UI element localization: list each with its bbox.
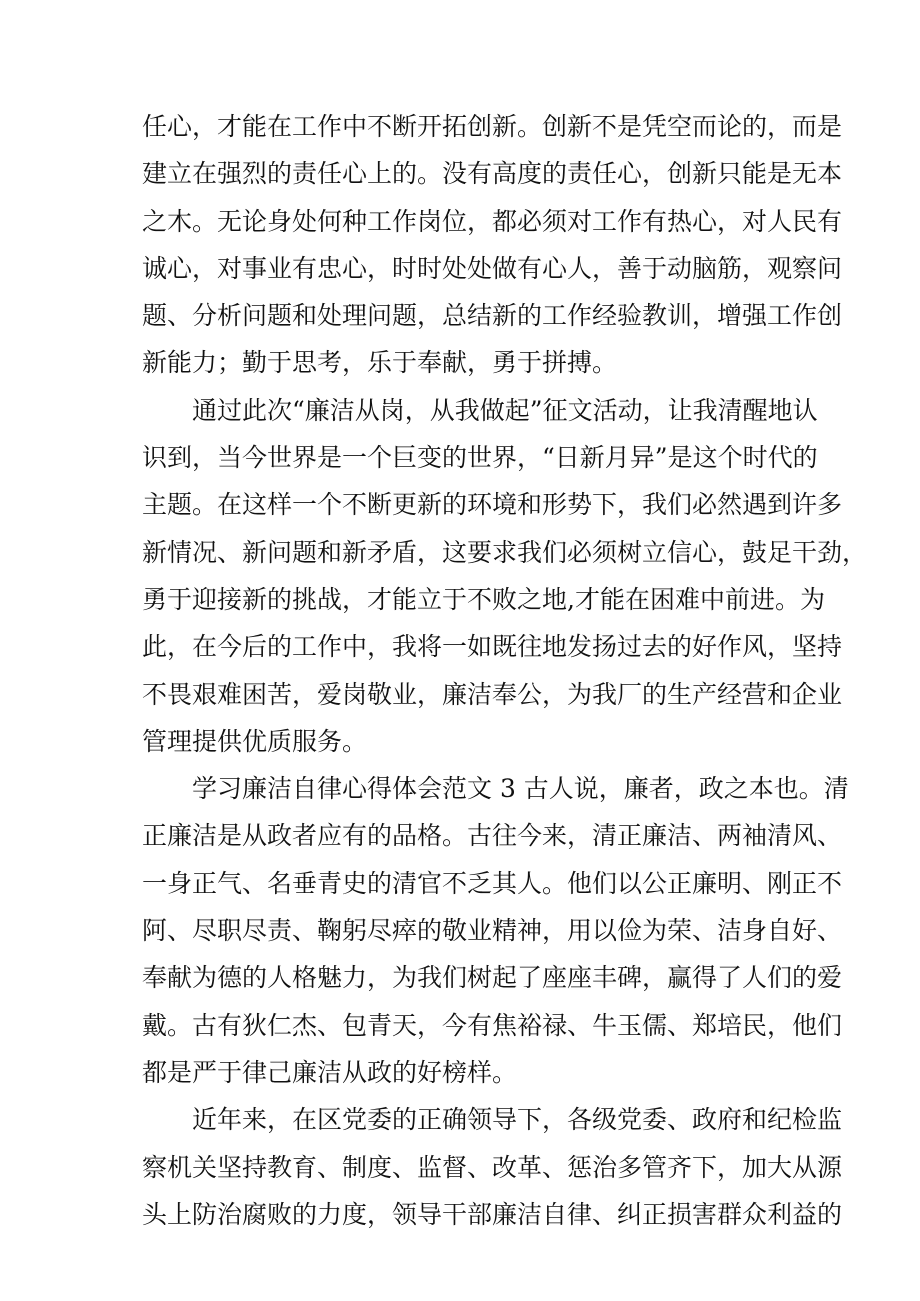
text-line: 学习廉洁自律心得体会范文 3 古人说，廉者，政之本也。清 xyxy=(192,774,849,804)
text-line: 奉献为德的人格魅力，为我们树起了座座丰碑，赢得了人们的爱 xyxy=(142,963,843,993)
paragraph xyxy=(142,1096,843,1238)
text-line: 头上防治腐败的力度，领导干部廉洁自律、纠正损害群众利益的 xyxy=(142,1199,843,1229)
text-line: 题、分析问题和处理问题，总结新的工作经验教训，增强工作创 xyxy=(142,301,843,331)
text-line: 管理提供优质服务。 xyxy=(142,726,368,756)
text-line: 不畏艰难困苦，爱岗敬业，廉洁奉公，为我厂的生产经营和企业 xyxy=(142,679,843,709)
paragraph xyxy=(142,103,843,387)
text-line: 此，在今后的工作中，我将一如既往地发扬过去的好作风，坚持 xyxy=(142,632,843,662)
text-line: 勇于迎接新的挑战，才能立于不败之地,才能在困难中前进。为 xyxy=(142,584,825,614)
text-line: 一身正气、名垂青史的清官不乏其人。他们以公正廉明、刚正不 xyxy=(142,868,843,898)
paragraph xyxy=(142,765,849,1096)
document-body xyxy=(142,103,868,1238)
text-line: 近年来，在区党委的正确领导下，各级党委、政府和纪检监 xyxy=(192,1105,843,1135)
text-line: 之木。无论身处何种工作岗位，都必须对工作有热心，对人民有 xyxy=(142,206,843,236)
text-line: 诚心，对事业有忠心，时时处处做有心人，善于动脑筋，观察问 xyxy=(142,253,843,283)
text-line: 新情况、新问题和新矛盾，这要求我们必须树立信心，鼓足干劲， xyxy=(142,537,868,567)
text-line: 通过此次“廉洁从岗，从我做起”征文活动，让我清醒地认 xyxy=(192,395,818,425)
text-line: 戴。古有狄仁杰、包青天，今有焦裕禄、牛玉儒、郑培民，他们 xyxy=(142,1010,843,1040)
text-line: 主题。在这样一个不断更新的环境和形势下，我们必然遇到许多 xyxy=(142,490,843,520)
text-line: 察机关坚持教育、制度、监督、改革、惩治多管齐下，加大从源 xyxy=(142,1152,843,1182)
text-line: 建立在强烈的责任心上的。没有高度的责任心，创新只能是无本 xyxy=(142,159,843,189)
text-line: 都是严于律己廉洁从政的好榜样。 xyxy=(142,1057,518,1087)
text-line: 识到，当今世界是一个巨变的世界，“日新月异”是这个时代的 xyxy=(142,443,818,473)
text-line: 任心，才能在工作中不断开拓创新。创新不是凭空而论的，而是 xyxy=(142,112,843,141)
paragraph xyxy=(142,387,868,765)
text-line: 正廉洁是从政者应有的品格。古往今来，清正廉洁、两袖清风、 xyxy=(142,821,843,851)
text-line: 阿、尽职尽责、鞠躬尽瘁的敬业精神，用以俭为荣、洁身自好、 xyxy=(142,916,843,946)
text-line: 新能力；勤于思考，乐于奉献，勇于拼搏。 xyxy=(142,348,618,378)
